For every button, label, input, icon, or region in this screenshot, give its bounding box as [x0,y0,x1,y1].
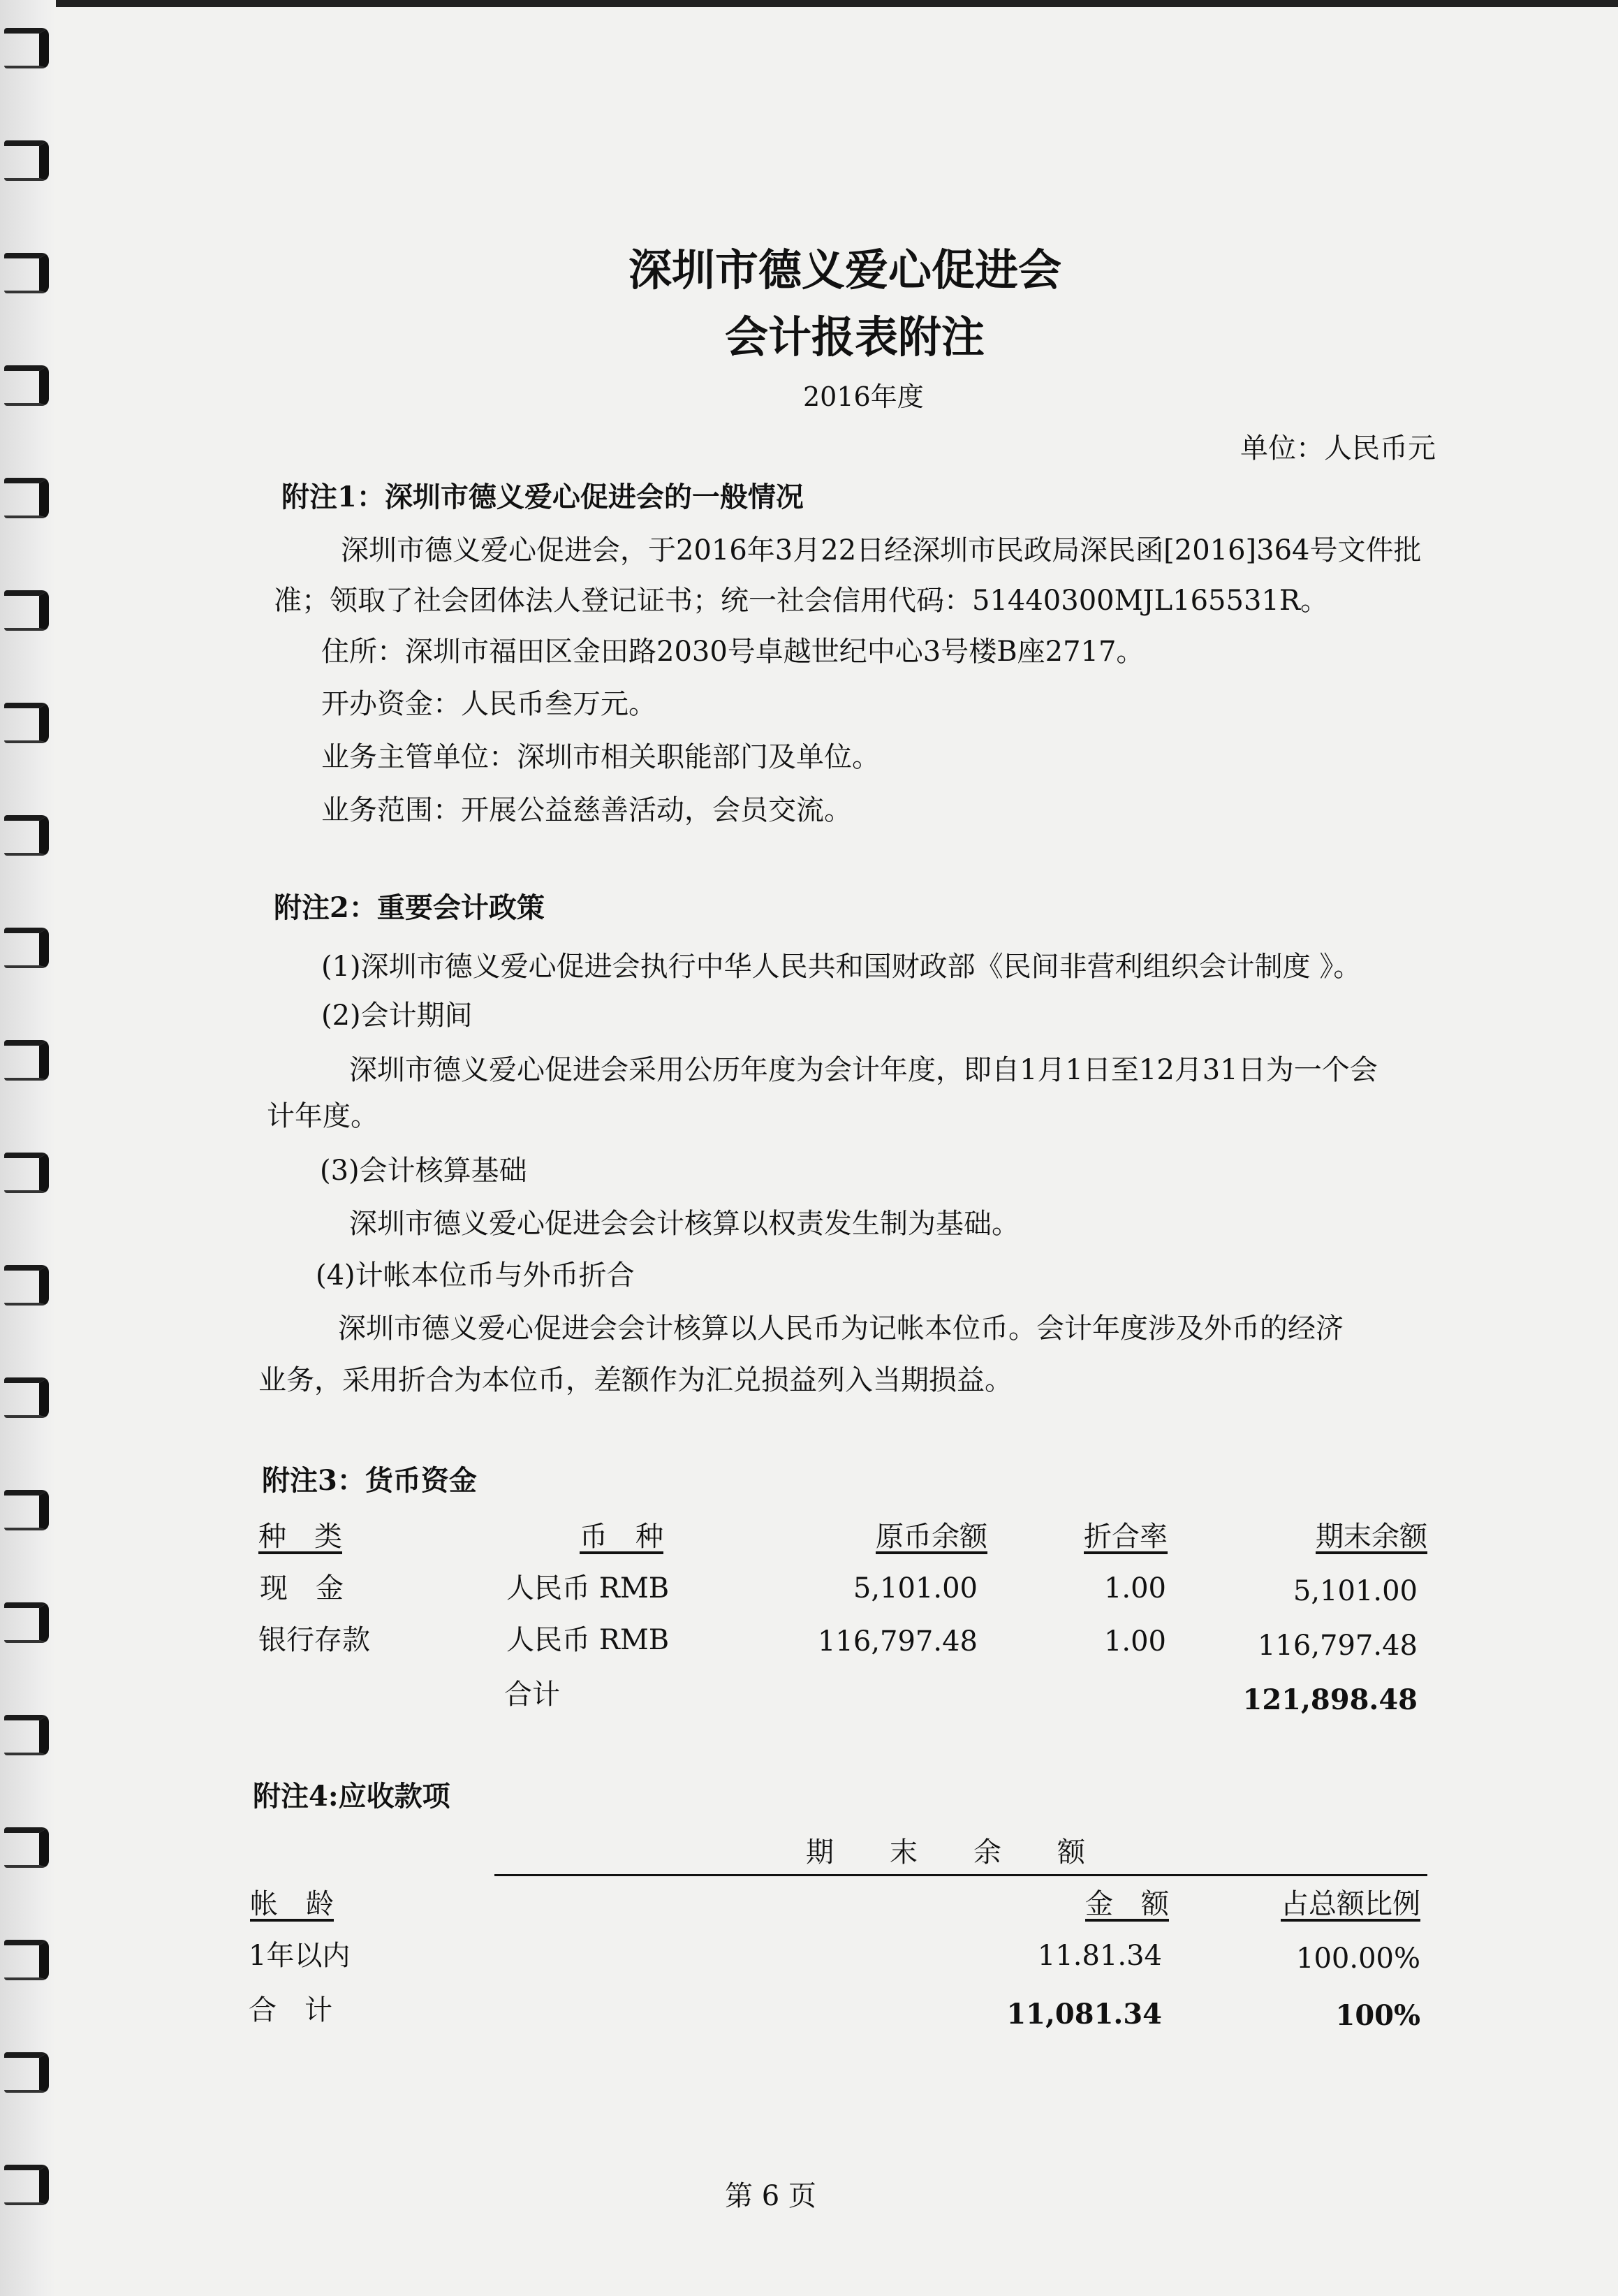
note4-total-ratio: 100% [1335,1999,1420,2032]
report-year: 2016年度 [803,381,924,412]
note2-item3-text: 深圳市德义爱心促进会会计核算以权责发生制为基础。 [349,1208,1020,1240]
page-number: 第 6 页 [725,2180,816,2212]
note3-total-value: 121,898.48 [1242,1683,1418,1716]
note1-capital: 开办资金：人民币叁万元。 [321,688,656,720]
note2-item2-line2: 计年度。 [267,1100,378,1132]
spiral-binding [0,0,56,2296]
note1-heading: 附注1：深圳市德义爱心促进会的一般情况 [281,481,804,513]
page-title: 深圳市德义爱心促进会 [628,244,1062,295]
binding-ring [4,815,49,856]
top-edge [56,0,1618,7]
note4-row1-age: 1年以内 [249,1940,351,1972]
note4-group-rule [494,1874,1427,1876]
note4-header-age: 帐 龄 [250,1888,334,1920]
note3-header-type: 种 类 [258,1521,342,1553]
note4-group-header: 期 末 余 额 [806,1836,1085,1869]
note2-heading: 附注2：重要会计政策 [274,891,545,924]
note3-row1-currency: 人民币 RMB [506,1572,670,1604]
binding-ring [4,478,49,518]
note1-supervisor: 业务主管单位：深圳市相关职能部门及单位。 [321,741,880,773]
note3-total-label: 合计 [504,1679,560,1711]
binding-ring [4,1377,49,1418]
binding-ring [4,1827,49,1868]
binding-ring [4,2165,49,2205]
note4-total-amount: 11,081.34 [1006,1998,1162,2031]
note3-header-original: 原币余额 [876,1521,987,1553]
note3-row2-type: 银行存款 [258,1624,370,1656]
binding-ring [4,1040,49,1081]
note4-row1-amount: 11.81.34 [1037,1940,1162,1972]
binding-ring [4,590,49,631]
note4-header-amount: 金 额 [1085,1888,1169,1920]
binding-ring [4,703,49,743]
note3-row2-ending: 116,797.48 [1257,1630,1418,1662]
note1-scope: 业务范围：开展公益慈善活动，会员交流。 [321,794,852,826]
note2-item4-title: (4)计帐本位币与外币折合 [316,1259,635,1292]
binding-ring [4,1265,49,1306]
note4-total-label: 合 计 [249,1994,332,2026]
note4-header-ratio: 占总额比例 [1281,1888,1420,1920]
binding-ring [4,1715,49,1755]
binding-ring [4,253,49,293]
note4-row1-ratio: 100.00% [1296,1943,1420,1975]
note1-address: 住所：深圳市福田区金田路2030号卓越世纪中心3号楼B座2717。 [321,636,1145,668]
note3-header-ending: 期末余额 [1316,1521,1427,1553]
note3-row2-rate: 1.00 [1103,1625,1166,1658]
currency-unit: 单位：人民币元 [1240,432,1436,465]
note1-paragraph-line1: 深圳市德义爱心促进会，于2016年3月22日经深圳市民政局深民函[2016]364号文件批 [341,534,1422,566]
note3-row2-original: 116,797.48 [817,1625,978,1658]
binding-ring [4,1153,49,1193]
binding-ring [4,2052,49,2093]
binding-ring [4,140,49,181]
note1-paragraph-line2: 准；领取了社会团体法人登记证书；统一社会信用代码：51440300MJL165531R。 [274,585,1328,617]
binding-ring [4,1940,49,1980]
binding-ring [4,1490,49,1530]
note3-row1-rate: 1.00 [1103,1572,1166,1604]
note4-heading: 附注4:应收款项 [253,1780,450,1813]
note3-header-rate: 折合率 [1084,1521,1168,1553]
binding-ring [4,928,49,968]
note3-heading: 附注3：货币资金 [262,1464,477,1497]
note3-row2-currency: 人民币 RMB [506,1624,670,1656]
note2-item4-line2: 业务，采用折合为本位币，差额作为汇兑损益列入当期损益。 [258,1364,1013,1396]
note3-header-currency: 币 种 [580,1521,663,1553]
note2-item2-line1: 深圳市德义爱心促进会采用公历年度为会计年度，即自1月1日至12月31日为一个会 [349,1054,1378,1086]
binding-ring [4,28,49,68]
note2-item4-line1: 深圳市德义爱心促进会会计核算以人民币为记帐本位币。会计年度涉及外币的经济 [338,1312,1344,1345]
note3-row1-type: 现 金 [260,1572,344,1604]
note2-item3-title: (3)会计核算基础 [320,1155,527,1187]
page-subtitle: 会计报表附注 [725,312,985,363]
note2-item1: (1)深圳市德义爱心促进会执行中华人民共和国财政部《民间非营利组织会计制度 》。 [321,951,1362,983]
binding-ring [4,365,49,406]
note3-row1-ending: 5,101.00 [1293,1575,1418,1607]
note2-item2-title: (2)会计期间 [321,1000,473,1032]
binding-ring [4,1602,49,1643]
note3-row1-original: 5,101.00 [853,1572,978,1604]
